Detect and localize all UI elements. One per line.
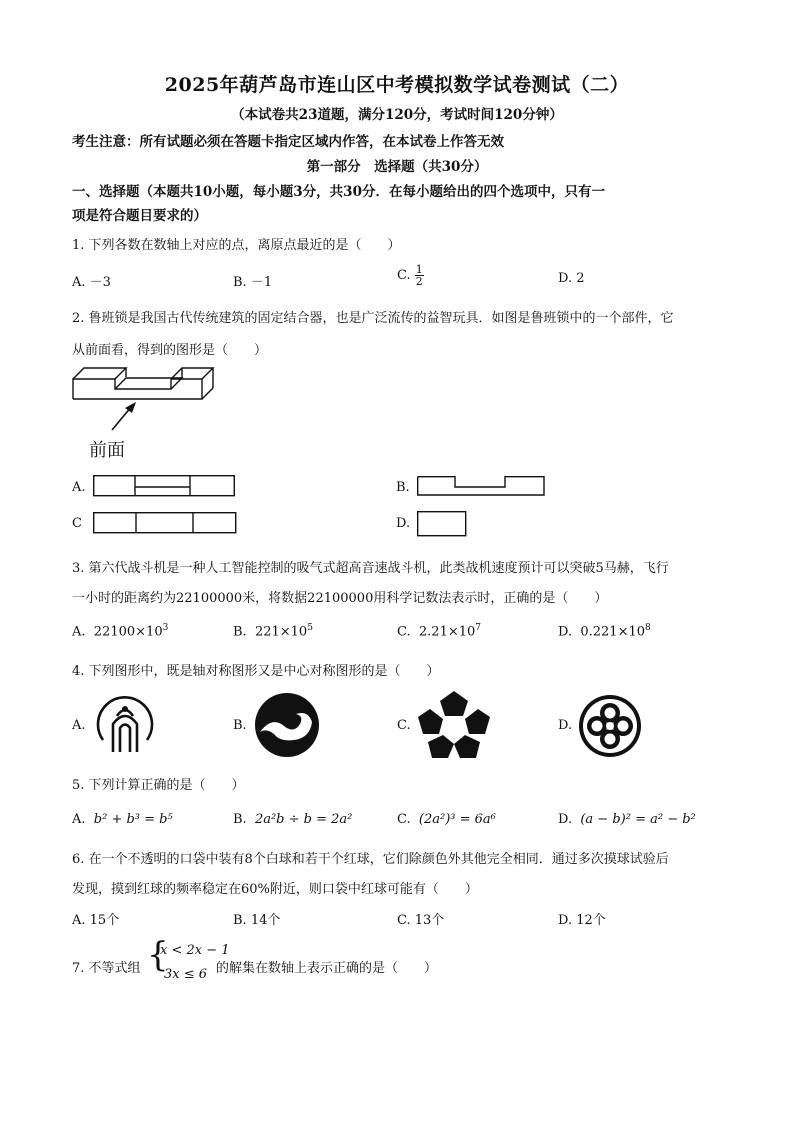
q3-option-b (233, 623, 313, 639)
q2-line2: 从前面看，得到的图形是（ ） (72, 343, 268, 358)
exam-notice: 考生注意：所有试题必须在答题卡指定区域内作答，在本试卷上作答无效 (72, 134, 504, 150)
q5-option-a-label: A. (72, 812, 86, 827)
q2-option-a: A. (72, 480, 86, 495)
q7-suffix: 的解集在数轴上表示正确的是（ ） (216, 961, 438, 976)
section-heading-line2: 项是符合题目要求的） (72, 208, 207, 224)
section-heading-line1: 一、选择题（本题共10小题，每小题3分，共30分．在每小题给出的四个选项中，只有一 (72, 184, 605, 200)
q5-option-c-expression: (2a²)³ = 6a⁶ (418, 812, 496, 827)
q4-option-b-swirl-icon (254, 692, 320, 758)
q4-option-c: C. (397, 718, 411, 733)
q5-option-b (233, 812, 352, 827)
fraction-denominator: 2 (415, 275, 423, 288)
q2-option-c: C (72, 516, 82, 531)
q4-option-d-flower-icon (578, 694, 642, 758)
q3-option-a (72, 623, 168, 639)
q1-option-c-fraction (415, 264, 424, 287)
q5-stem: 5. 下列计算正确的是（ ） (72, 778, 245, 793)
q3-option-b-label: B. (233, 624, 247, 640)
exam-title: 2025年葫芦岛市连山区中考模拟数学试卷测试（二） (164, 74, 630, 96)
q7-inequality-2: 3x ≤ 6 (164, 967, 208, 982)
q7-inequality-1: x < 2x − 1 (160, 943, 230, 958)
system-brace: { (147, 935, 169, 975)
q5-option-d-expression: (a − b)² = a² − b² (580, 812, 696, 827)
q3-option-a-label: A. (72, 624, 86, 640)
q4-option-a-emblem-icon (93, 694, 157, 758)
q5-option-b-label: B. (233, 812, 247, 827)
fraction-numerator: 1 (415, 263, 423, 276)
q3-option-a-exponent: 3 (162, 623, 169, 633)
q3-option-a-base: 22100×10 (93, 624, 163, 640)
q4-option-a: A. (72, 718, 86, 733)
q3-option-d (558, 623, 651, 639)
q5-option-b-expression: 2a²b ÷ b = 2a² (254, 812, 353, 827)
q3-option-b-exponent: 5 (307, 623, 313, 633)
q3-option-c-base: 2.21×10 (418, 624, 476, 640)
q3-line1: 3. 第六代战斗机是一种人工智能控制的吸气式超高音速战斗机，此类战机速度预计可以突破5马赫，飞行 (72, 561, 669, 576)
q3-option-c-exponent: 7 (475, 623, 482, 633)
q3-option-d-exponent: 8 (645, 623, 651, 633)
part-heading: 第一部分 选择题（共30分） (306, 159, 488, 175)
q2-option-b: B. (396, 480, 410, 495)
q2-option-d-figure (417, 511, 467, 537)
q3-option-c-label: C. (397, 624, 411, 640)
q1-option-b: B. －1 (233, 275, 273, 290)
q6-option-a: A. 15个 (72, 913, 120, 928)
q5-option-a-expression: b² + b³ = b⁵ (93, 812, 173, 827)
q1-option-c (397, 264, 424, 287)
q4-option-c-pentagon-icon (416, 690, 492, 760)
q2-option-c-figure (93, 512, 237, 534)
q1-option-a: A. －3 (72, 275, 111, 290)
q2-option-d: D. (396, 516, 411, 531)
q2-line1: 2. 鲁班锁是我国古代传统建筑的固定结合器，也是广泛流传的益智玩具．如图是鲁班锁中的一个部件，它 (72, 311, 674, 326)
q5-option-c (397, 812, 496, 827)
q5-option-d-label: D. (558, 812, 573, 827)
q4-option-b: B. (233, 718, 247, 733)
q1-option-c-label: C. (397, 268, 411, 283)
q3-option-c (397, 623, 481, 639)
front-label: 前面 (89, 440, 125, 461)
q4-option-d: D. (558, 718, 573, 733)
q3-option-d-base: 0.221×10 (580, 624, 646, 640)
q2-option-b-figure (417, 476, 545, 496)
q6-line2: 发现，摸到红球的频率稳定在60%附近，则口袋中红球可能有（ ） (72, 882, 478, 897)
q4-stem: 4. 下列图形中，既是轴对称图形又是中心对称图形的是（ ） (72, 664, 440, 679)
q6-line1: 6. 在一个不透明的口袋中装有8个白球和若干个红球，它们除颜色外其他完全相同．通过多次摸球试验后 (72, 852, 669, 867)
q5-option-d (558, 812, 696, 827)
q3-line2: 一小时的距离约为22100000米，将数据22100000用科学记数法表示时，正确的是（ ） (72, 591, 608, 606)
q7-prefix: 7. 不等式组 (72, 961, 141, 976)
q1-option-d: D. 2 (558, 271, 585, 286)
q6-option-c: C. 13个 (397, 913, 445, 928)
q5-option-c-label: C. (397, 812, 411, 827)
front-arrow (108, 400, 138, 432)
q3-option-d-label: D. (558, 624, 573, 640)
q6-option-d: D. 12个 (558, 913, 606, 928)
q2-option-a-figure (93, 475, 235, 497)
q1-stem: 1. 下列各数在数轴上对应的点，离原点最近的是（ ） (72, 238, 401, 253)
q5-option-a (72, 812, 173, 827)
exam-subtitle: （本试卷共23道题，满分120分，考试时间120分钟） (231, 107, 563, 123)
q6-option-b: B. 14个 (233, 913, 281, 928)
luban-lock-figure (70, 365, 220, 407)
q3-option-b-base: 221×10 (254, 624, 308, 640)
